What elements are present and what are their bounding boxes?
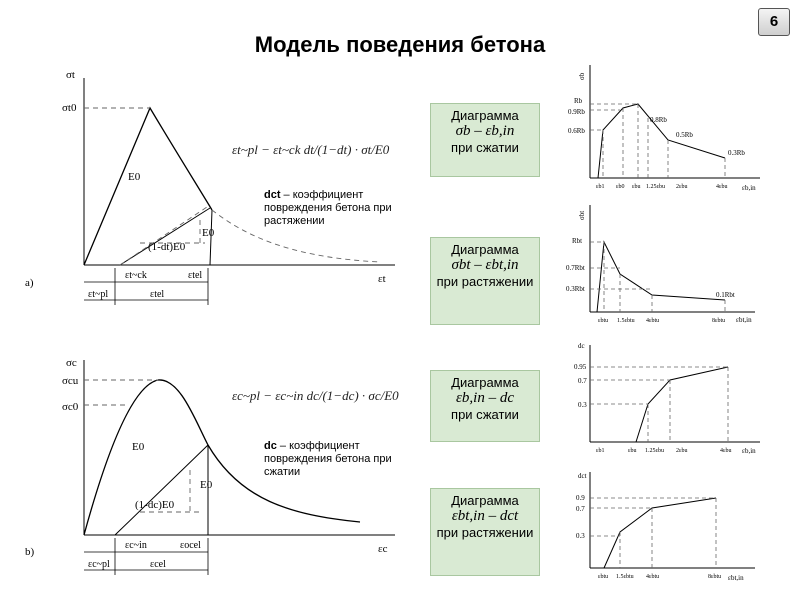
mini1-point-08rb: 0.8Rb (650, 116, 667, 124)
mini1-xlabel-2: εbu (632, 184, 641, 190)
mini3-xlabel-2: 1.25εbu (645, 448, 665, 454)
label-box-2-subtitle: при растяжении (436, 274, 534, 289)
tension-eps-el2-label: εtel (150, 289, 165, 300)
label-box-3-subtitle: при сжатии (451, 407, 519, 422)
compression-eps-el2-label: εcel (150, 559, 166, 570)
compression-eps-label: εc (378, 543, 388, 555)
mini1-xlabel-3: 1.25εbu (646, 184, 666, 190)
compression-modulus-label: E0 (132, 441, 145, 453)
mini2-xlabel-1: 1.5εbtu (617, 318, 635, 324)
mini1-xlabel-1: εb0 (616, 184, 625, 190)
mini2-xlabel-0: εbtu (598, 318, 609, 324)
mini3-yaxis-label: dc (578, 342, 585, 350)
mini1-ylabel-rb: Rb (574, 97, 583, 105)
mini1-xlabel-0: εb1 (596, 184, 605, 190)
page-title: Модель поведения бетона (254, 32, 546, 57)
mini3-xaxis-label: εb,in (742, 447, 756, 455)
mini2-ylabel-rbt: Rbt (572, 237, 583, 245)
label-box-2-formula: σbt – εbt,in (451, 257, 519, 273)
mini2-ylabel-07rbt: 0.7Rbt (566, 264, 585, 272)
mini3-xlabel-0: εb1 (596, 448, 605, 454)
label-box-2-title: Диаграмма (451, 242, 519, 257)
mini1-yaxis-label: σb (578, 72, 586, 80)
compression-peak-label: σcu (62, 375, 79, 387)
tension-modulus2-label: E0 (202, 227, 215, 239)
mini3-ylabel-07: 0.7 (578, 377, 587, 385)
mini4-yaxis-label: dct (578, 472, 587, 480)
mini1-point-05rb: 0.5Rb (676, 131, 693, 139)
tension-eps-pl-label: εt~pl (88, 289, 109, 300)
compression-eps-el-label: εocel (180, 540, 201, 551)
compression-sigma-label: σc (66, 357, 77, 369)
tension-formula: εt~pl − εt~ck dt/(1−dt) · σt/E0 (232, 142, 390, 157)
tension-eps-ck-label: εt~ck (125, 270, 147, 281)
label-box-3-formula: εb,in – dc (456, 390, 514, 406)
label-box-3-title: Диаграмма (451, 375, 519, 390)
mini2-xaxis-label: εbt,in (736, 316, 752, 324)
mini3-xlabel-1: εbu (628, 448, 637, 454)
compression-note-symbol: dc (264, 440, 277, 452)
tension-modulus-label: E0 (128, 171, 141, 183)
tension-eps-label: εt (378, 273, 386, 285)
mini1-ylabel-09rb: 0.9Rb (568, 108, 585, 116)
mini1-xaxis-label: εb,in (742, 184, 756, 192)
mini3-ylabel-095: 0.95 (574, 363, 587, 371)
tension-note-symbol: dct (264, 189, 281, 201)
mini1-ylabel-06rb: 0.6Rb (568, 127, 585, 135)
mini2-xlabel-3: 8εbtu (712, 318, 726, 324)
compression-eps-pl-label: εc~pl (88, 559, 110, 570)
mini2-ylabel-03rbt: 0.3Rbt (566, 285, 585, 293)
compression-note-text: – коэффициент повреждения бетона при сжатии (264, 440, 392, 478)
label-box-4-subtitle: при растяжении (436, 525, 534, 540)
label-box-4-title: Диаграмма (451, 493, 519, 508)
tension-peak-label: σt0 (62, 102, 77, 114)
compression-formula: εc~pl − εc~in dc/(1−dc) · σc/E0 (232, 388, 399, 403)
mini4-xlabel-2: 4εbtu (646, 574, 660, 580)
mini2-point-01rbt: 0.1Rbt (716, 291, 735, 299)
mini4-ylabel-09: 0.9 (576, 494, 585, 502)
mini4-xlabel-3: 8εbtu (708, 574, 722, 580)
compression-eps-in-label: εc~in (125, 540, 147, 551)
mini2-xlabel-2: 4εbtu (646, 318, 660, 324)
compression-panel-label: b) (25, 546, 35, 558)
mini3-xlabel-3: 2εbu (676, 448, 688, 454)
mini4-ylabel-03: 0.3 (576, 532, 585, 540)
tension-panel-label: a) (25, 277, 34, 289)
compression-c0-label: σc0 (62, 401, 79, 413)
mini1-xlabel-5: 4εbu (716, 184, 728, 190)
tension-note-text: – коэффициент повреждения бетона при растяжении (264, 189, 392, 227)
tension-sigma-label: σt (66, 69, 75, 81)
mini1-point-03rb: 0.3Rb (728, 149, 745, 157)
mini4-xlabel-0: εbtu (598, 574, 609, 580)
tension-damaged-label: (1-dt)E0 (148, 241, 186, 253)
label-box-1-title: Диаграмма (451, 108, 519, 123)
mini3-xlabel-4: 4εbu (720, 448, 732, 454)
page-number-badge: 6 (758, 8, 790, 36)
mini4-ylabel-07: 0.7 (576, 505, 585, 513)
mini2-yaxis-label: σbt (578, 210, 586, 220)
compression-modulus2-label: E0 (200, 479, 213, 491)
compression-damaged-label: (1-dc)E0 (135, 499, 175, 511)
label-box-1-formula: σb – εb,in (455, 123, 515, 139)
label-box-1-subtitle: при сжатии (451, 140, 519, 155)
mini4-xlabel-1: 1.5εbtu (616, 574, 634, 580)
mini1-xlabel-4: 2εbu (676, 184, 688, 190)
tension-eps-el-label: εtel (188, 270, 203, 281)
mini4-xaxis-label: εbt,in (728, 574, 744, 582)
label-box-4-formula: εbt,in – dct (451, 508, 519, 524)
mini3-ylabel-03: 0.3 (578, 401, 587, 409)
